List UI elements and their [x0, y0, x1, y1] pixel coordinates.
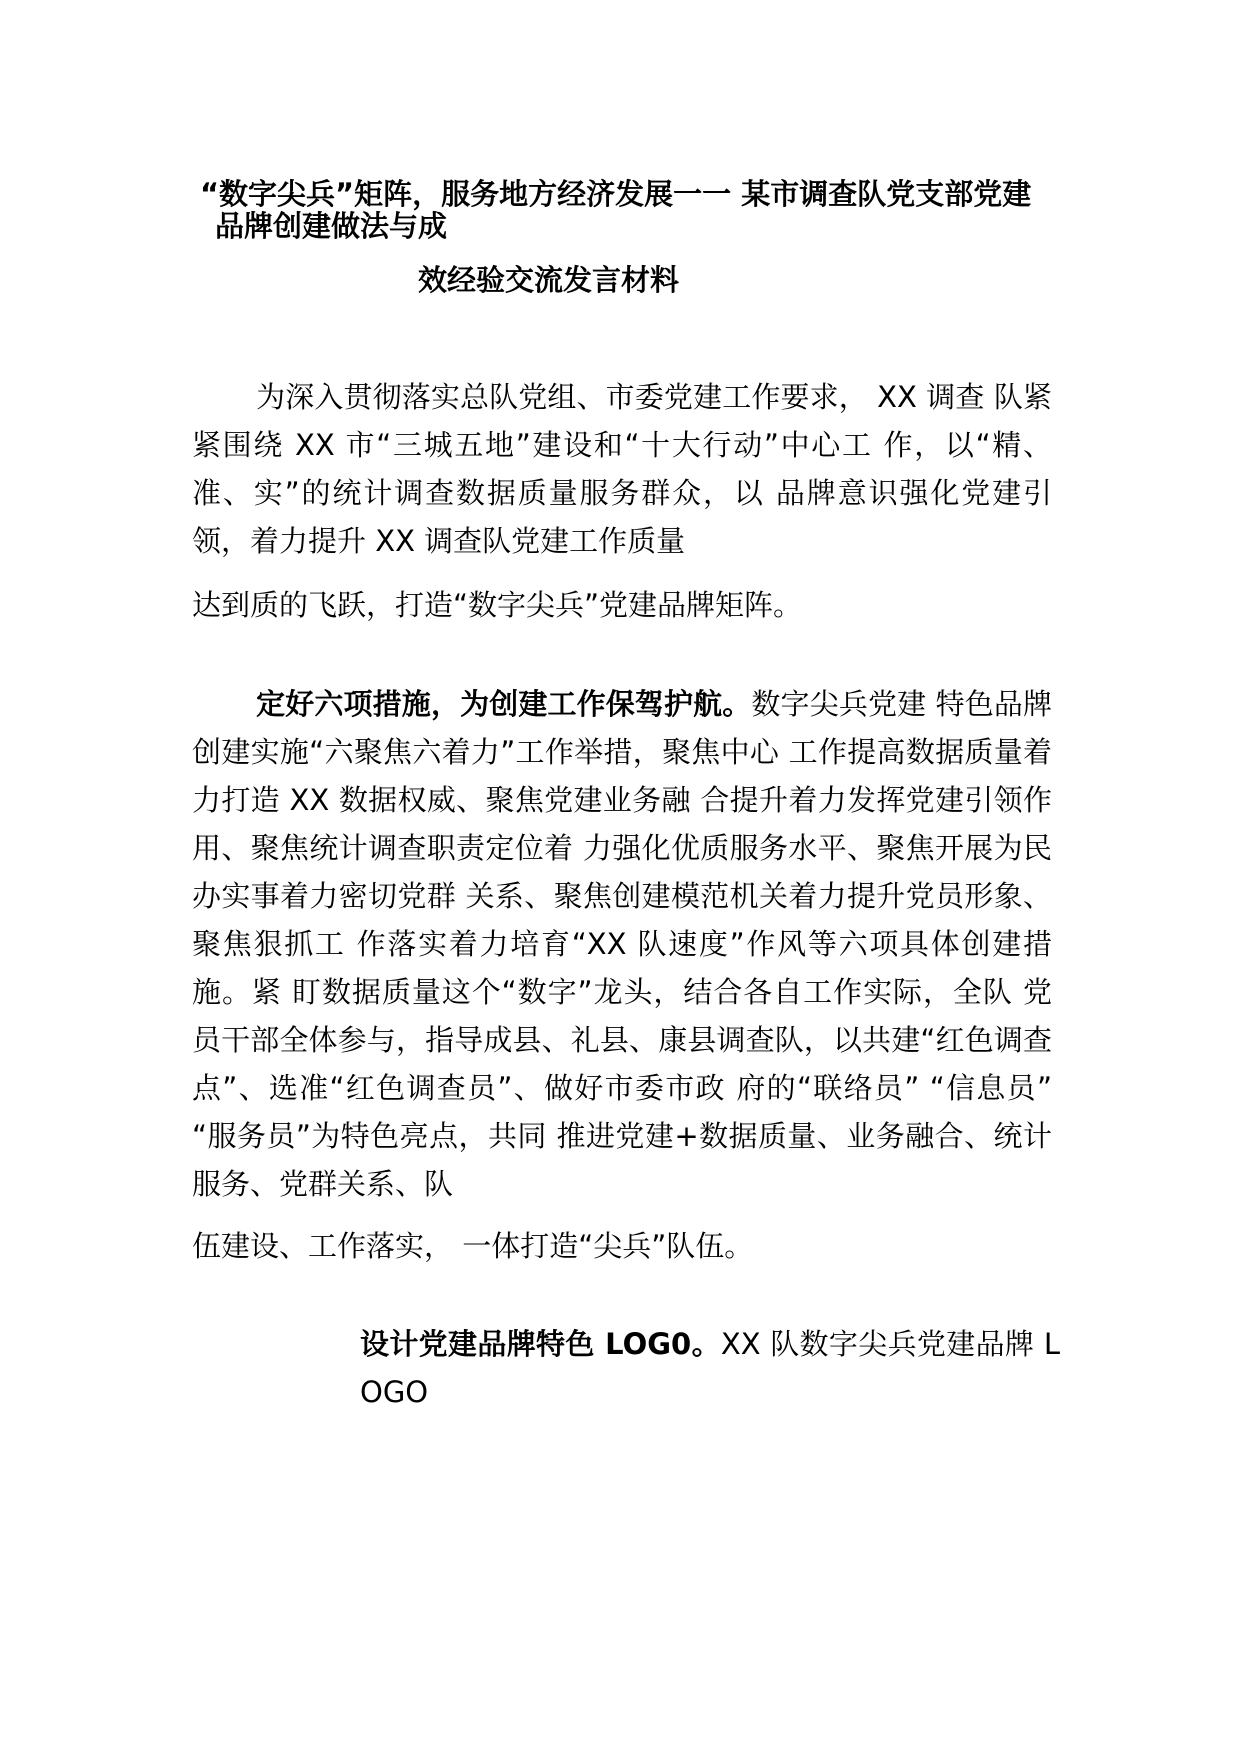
- paragraph-logo: [360, 1320, 1060, 1416]
- document-title-line-1: “数字尖兵”矩阵，服务地方经济发展一一 某市调查队党支部党建: [200, 177, 1032, 211]
- paragraph-measures-end: 伍建设、工作落实， 一体打造“尖兵”队伍。: [192, 1229, 754, 1263]
- document-title-line-3: 效经验交流发言材料: [418, 263, 680, 297]
- paragraph-measures-text: 数字尖兵党建 特色品牌创建实施“六聚焦六着力”工作举措，聚焦中心 工作提高数据质量着力打造 XX 数据权威、聚焦党建业务融 合提升着力发挥党建引领作用、聚焦统计调查职责定位着 力强化优质服务水平、聚焦开展为民办实事着力密切党群 关系、聚焦创建模范机关着力提升党员形象、聚焦狠抓工 作落实着力培育“XX 队速度”作风等六项具体创建措施。紧 盯数据质量这个“数字”龙头，结合各自工作实际，全队 党员干部全体参与，指导成县、礼县、康县调查队，以共建“红色调查点”、选准“红色调查员”、做好市委市政 府的“联络员” “信息员” “服务员”为特色亮点，共同 推进党建+数据质量、业务融合、统计服务、党群关系、队: [192, 687, 1052, 1201]
- paragraph-intro-end: 达到质的飞跃，打造“数字尖兵”党建品牌矩阵。: [192, 588, 803, 622]
- paragraph-intro: [192, 373, 1052, 565]
- document-title-line-2: 品牌创建做法与成: [215, 209, 448, 243]
- paragraph-measures-heading: 定好六项措施，为创建工作保驾护航。: [256, 687, 752, 721]
- paragraph-logo-text: XX 队数字尖兵党建品牌 LOGO: [360, 1327, 1060, 1409]
- paragraph-measures: [192, 680, 1052, 1208]
- paragraph-intro-text: 为深入贯彻落实总队党组、市委党建工作要求， XX 调查 队紧紧围绕 XX 市“三城五地”建设和“十大行动”中心工 作，以“精、准、实”的统计调查数据质量服务群众，以 品牌意识强化党建引领，着力提升 XX 调查队党建工作质量: [192, 380, 1052, 558]
- paragraph-logo-heading: 设计党建品牌特色 LOG0。: [360, 1327, 721, 1361]
